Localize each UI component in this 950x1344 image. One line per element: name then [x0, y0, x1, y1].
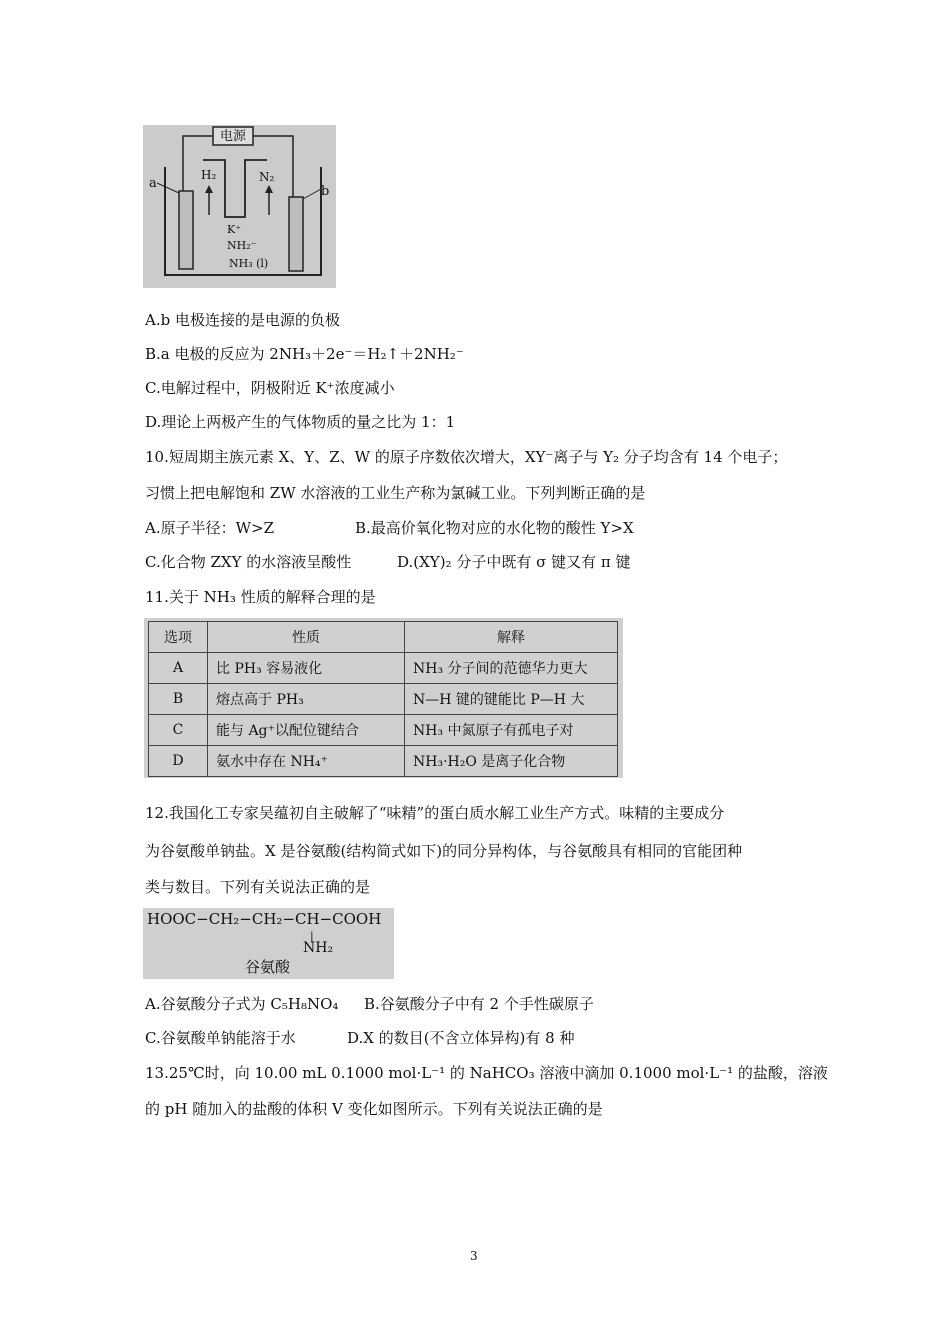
electrode-a-label: a	[149, 176, 157, 191]
q9-option-c: C.电解过程中，阴极附近 K⁺浓度减小	[145, 379, 395, 397]
q11-stem: 11.关于 NH₃ 性质的解释合理的是	[145, 588, 376, 606]
solvent-label: NH₃ (l)	[229, 257, 269, 270]
q10-option-a: A.原子半径：W>Z	[145, 519, 275, 537]
q9-option-a: A.b 电极连接的是电源的负极	[145, 311, 340, 329]
q13-stem-line2: 的 pH 随加入的盐酸的体积 V 变化如图所示。下列有关说法正确的是	[145, 1100, 603, 1118]
table-row	[149, 715, 618, 746]
q12-option-b: B.谷氨酸分子中有 2 个手性碳原子	[364, 995, 594, 1013]
table-row	[149, 684, 618, 715]
bond-line: |	[310, 930, 314, 943]
q10-stem-line1: 10.短周期主族元素 X、Y、Z、W 的原子序数依次增大，XY⁻离子与 Y₂ 分子均含有 14 个电子；	[145, 448, 788, 466]
table-cell: 比 PH₃ 容易液化	[208, 653, 405, 684]
table-cell: D	[149, 746, 208, 777]
q9-option-b: B.a 电极的反应为 2NH₃＋2e⁻＝H₂↑＋2NH₂⁻	[145, 345, 464, 363]
column-header-explanation: 解释	[405, 622, 618, 653]
q12-option-a: A.谷氨酸分子式为 C₅H₈NO₄	[145, 995, 339, 1013]
nh3-property-table-figure	[144, 618, 623, 778]
table-cell: 氨水中存在 NH₄⁺	[208, 746, 405, 777]
table-row	[149, 653, 618, 684]
nh3-property-table	[148, 621, 618, 777]
table-cell: N—H 键的键能比 P—H 大	[405, 684, 618, 715]
q12-stem-line1: 12.我国化工专家吴蕴初自主破解了“味精”的蛋白质水解工业生产方式。味精的主要成分	[145, 804, 725, 822]
table-cell: A	[149, 653, 208, 684]
table-cell: C	[149, 715, 208, 746]
table-cell: NH₃ 中氮原子有孤电子对	[405, 715, 618, 746]
power-label: 电源	[219, 129, 247, 144]
glutamic-acid-structure-figure	[143, 908, 394, 979]
q10-stem-line2: 习惯上把电解饱和 ZW 水溶液的工业生产称为氯碱工业。下列判断正确的是	[145, 484, 646, 502]
column-header-property: 性质	[208, 622, 405, 653]
table-row	[149, 746, 618, 777]
table-cell: 熔点高于 PH₃	[208, 684, 405, 715]
q12-stem-line3: 类与数目。下列有关说法正确的是	[145, 878, 371, 896]
ion-k-label: K⁺	[227, 223, 242, 236]
table-cell: NH₃·H₂O 是离子化合物	[405, 746, 618, 777]
structural-formula: HOOC−CH₂−CH₂−CH−COOH	[147, 910, 382, 928]
table-cell: NH₃ 分子间的范德华力更大	[405, 653, 618, 684]
gas-left-label: H₂	[201, 168, 217, 182]
q9-option-d: D.理论上两极产生的气体物质的量之比为 1：1	[145, 413, 456, 431]
gas-right-label: N₂	[259, 170, 275, 184]
electrode-b-label: b	[321, 184, 330, 199]
table-header-row	[149, 622, 618, 653]
q12-option-c: C.谷氨酸单钠能溶于水	[145, 1029, 296, 1047]
page-number: 3	[470, 1249, 478, 1263]
electrolysis-cell-figure	[143, 125, 336, 288]
q12-option-d: D.X 的数目(不含立体异构)有 8 种	[347, 1029, 575, 1047]
ion-nh2-label: NH₂⁻	[227, 239, 257, 252]
column-header-option: 选项	[149, 622, 208, 653]
q13-stem-line1: 13.25℃时，向 10.00 mL 0.1000 mol·L⁻¹ 的 NaHCO₃ 溶液中滴加 0.1000 mol·L⁻¹ 的盐酸，溶液	[145, 1064, 828, 1082]
electrolysis-cell-diagram	[143, 125, 336, 288]
q12-stem-line2: 为谷氨酸单钠盐。X 是谷氨酸(结构简式如下)的同分异构体，与谷氨酸具有相同的官能团种	[145, 842, 743, 860]
q10-option-b: B.最高价氧化物对应的水化物的酸性 Y>X	[355, 519, 634, 537]
table-cell: B	[149, 684, 208, 715]
amino-group-label: NH₂	[303, 940, 334, 956]
q10-option-d: D.(XY)₂ 分子中既有 σ 键又有 π 键	[397, 553, 631, 571]
structure-caption: 谷氨酸	[245, 958, 291, 976]
table-cell: 能与 Ag⁺以配位键结合	[208, 715, 405, 746]
q10-option-c: C.化合物 ZXY 的水溶液呈酸性	[145, 553, 352, 571]
